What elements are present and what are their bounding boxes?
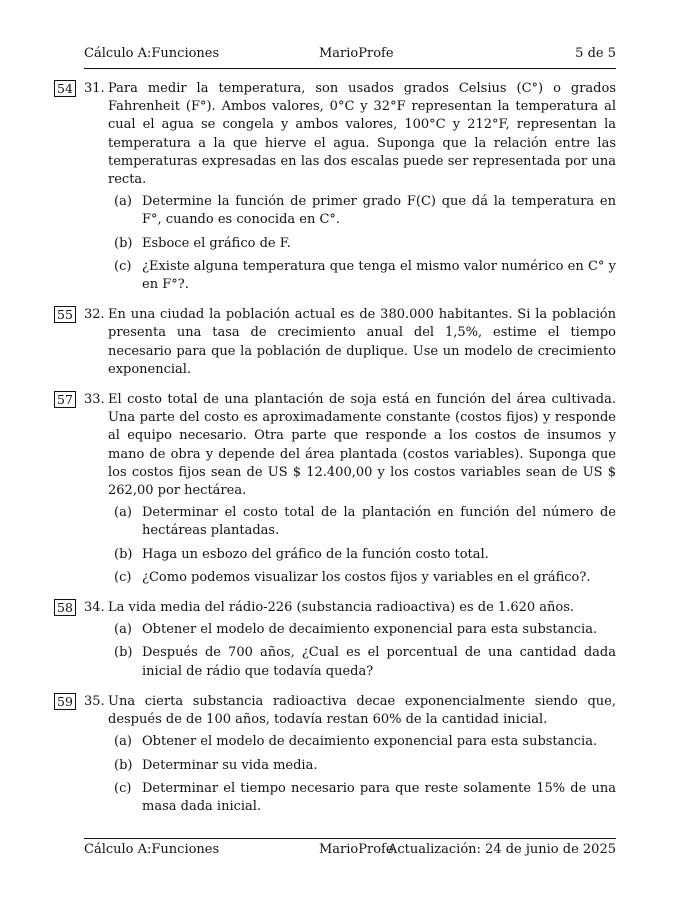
problem-items bbox=[108, 621, 616, 681]
item-text: Esboce el gráfico de F. bbox=[142, 235, 291, 251]
problem-tag: 54 bbox=[54, 80, 76, 97]
header-page-number: 5 de 5 bbox=[575, 46, 616, 61]
item-text: Determine la función de primer grado F(C) que dá la temperatura en F°, cuando es conocida en C°. bbox=[142, 194, 616, 228]
problem-number: 33. bbox=[84, 392, 105, 408]
problem-item bbox=[108, 644, 616, 680]
problem-item bbox=[108, 569, 616, 587]
item-label: (b) bbox=[114, 546, 133, 562]
problem-statement: El costo total de una plantación de soja está en función del área cultivada. Una parte del costo es aproximadamente constante (costos fijos) y responde al equipo necesario. Otra parte que responde a los costos de insumos y mano de obra y depende del área plantada (costos variables). Suponga que los costos fijos sean de US $ 12.400,00 y los costos variables sean de US $ 262,00 por hectárea. bbox=[108, 392, 616, 499]
header-rule bbox=[84, 68, 616, 69]
item-label: (a) bbox=[114, 505, 132, 521]
problem-items bbox=[108, 193, 616, 294]
problem-statement: En una ciudad la población actual es de 380.000 habitantes. Si la población presenta una tasa de crecimiento anual del 1,5%, estime el tiempo necesario para que la población de duplique. Use un modelo de crecimiento exponencial. bbox=[108, 307, 616, 377]
problem-item bbox=[108, 757, 616, 775]
problem-item bbox=[108, 258, 616, 294]
footer-author: MarioProfe bbox=[319, 842, 394, 857]
footer-course: Cálculo A:Funciones bbox=[84, 842, 220, 857]
header-author: MarioProfe bbox=[319, 46, 394, 61]
item-label: (b) bbox=[114, 645, 133, 661]
problem-number: 31. bbox=[84, 81, 105, 96]
footer-updated: Actualización: 24 de junio de 2025 bbox=[387, 842, 616, 857]
problem-item bbox=[108, 546, 616, 564]
item-label: (b) bbox=[114, 757, 133, 773]
problem-tag: 59 bbox=[54, 693, 76, 710]
problem bbox=[57, 391, 616, 587]
item-text: ¿Existe alguna temperatura que tenga el mismo valor numérico en C° y en F°?. bbox=[142, 258, 616, 293]
problem bbox=[57, 80, 616, 294]
item-text: Después de 700 años, ¿Cual es el porcentual de una cantidad dada inicial de rádio que todavía queda? bbox=[142, 645, 616, 679]
problem-statement: Una cierta substancia radioactiva decae exponencialmente siendo que, después de de 100 años, todavía restan 60% de la cantidad inicial. bbox=[108, 693, 616, 728]
item-text: Determinar su vida media. bbox=[142, 757, 318, 773]
item-label: (c) bbox=[114, 569, 132, 585]
problem-number: 32. bbox=[84, 307, 105, 323]
item-text: Haga un esbozo del gráfico de la función costo total. bbox=[142, 546, 489, 562]
header-course: Cálculo A:Funciones bbox=[84, 46, 220, 61]
problem bbox=[57, 306, 616, 379]
item-label: (c) bbox=[114, 258, 132, 274]
item-text: Determinar el costo total de la plantación en función del número de hectáreas plantadas. bbox=[142, 505, 616, 539]
problem-tag: 58 bbox=[54, 599, 76, 616]
page-header bbox=[84, 46, 616, 66]
problem-statement: La vida media del rádio-226 (substancia radioactiva) es de 1.620 años. bbox=[108, 600, 575, 616]
item-label: (b) bbox=[114, 235, 133, 251]
problem bbox=[57, 693, 616, 816]
page-footer bbox=[84, 842, 616, 862]
problem-number: 34. bbox=[84, 600, 105, 616]
problem-list bbox=[57, 80, 616, 828]
item-text: Obtener el modelo de decaimiento exponencial para esta substancia. bbox=[142, 734, 598, 750]
problem-item bbox=[108, 621, 616, 639]
item-label: (c) bbox=[114, 780, 132, 796]
problem-item bbox=[108, 193, 616, 229]
problem-item bbox=[108, 504, 616, 540]
problem-tag: 57 bbox=[54, 391, 76, 408]
problem-items bbox=[108, 504, 616, 587]
problem-item bbox=[108, 733, 616, 751]
problem-item bbox=[108, 780, 616, 816]
footer-rule bbox=[84, 838, 616, 839]
problem bbox=[57, 599, 616, 681]
problem-tag: 55 bbox=[54, 306, 76, 323]
item-label: (a) bbox=[114, 622, 132, 638]
problem-item bbox=[108, 235, 616, 253]
item-label: (a) bbox=[114, 194, 132, 210]
problem-statement: Para medir la temperatura, son usados grados Celsius (C°) o grados Fahrenheit (F°). Ambos valores, 0°C y 32°F representan la temperatura al cual el agua se congela y ambos valores, 100°C y 212°F, representan la temperatura a la que hierve el agua. Suponga que la relación entre las temperaturas expresadas en las dos escalas puede ser representada por una recta. bbox=[108, 81, 616, 188]
item-text: Obtener el modelo de decaimiento exponencial para esta substancia. bbox=[142, 622, 598, 638]
problem-items bbox=[108, 733, 616, 816]
item-label: (a) bbox=[114, 734, 132, 750]
item-text: Determinar el tiempo necesario para que reste solamente 15% de una masa dada inicial. bbox=[142, 780, 616, 814]
item-text: ¿Como podemos visualizar los costos fijos y variables en el gráfico?. bbox=[142, 569, 591, 585]
problem-number: 35. bbox=[84, 693, 105, 709]
